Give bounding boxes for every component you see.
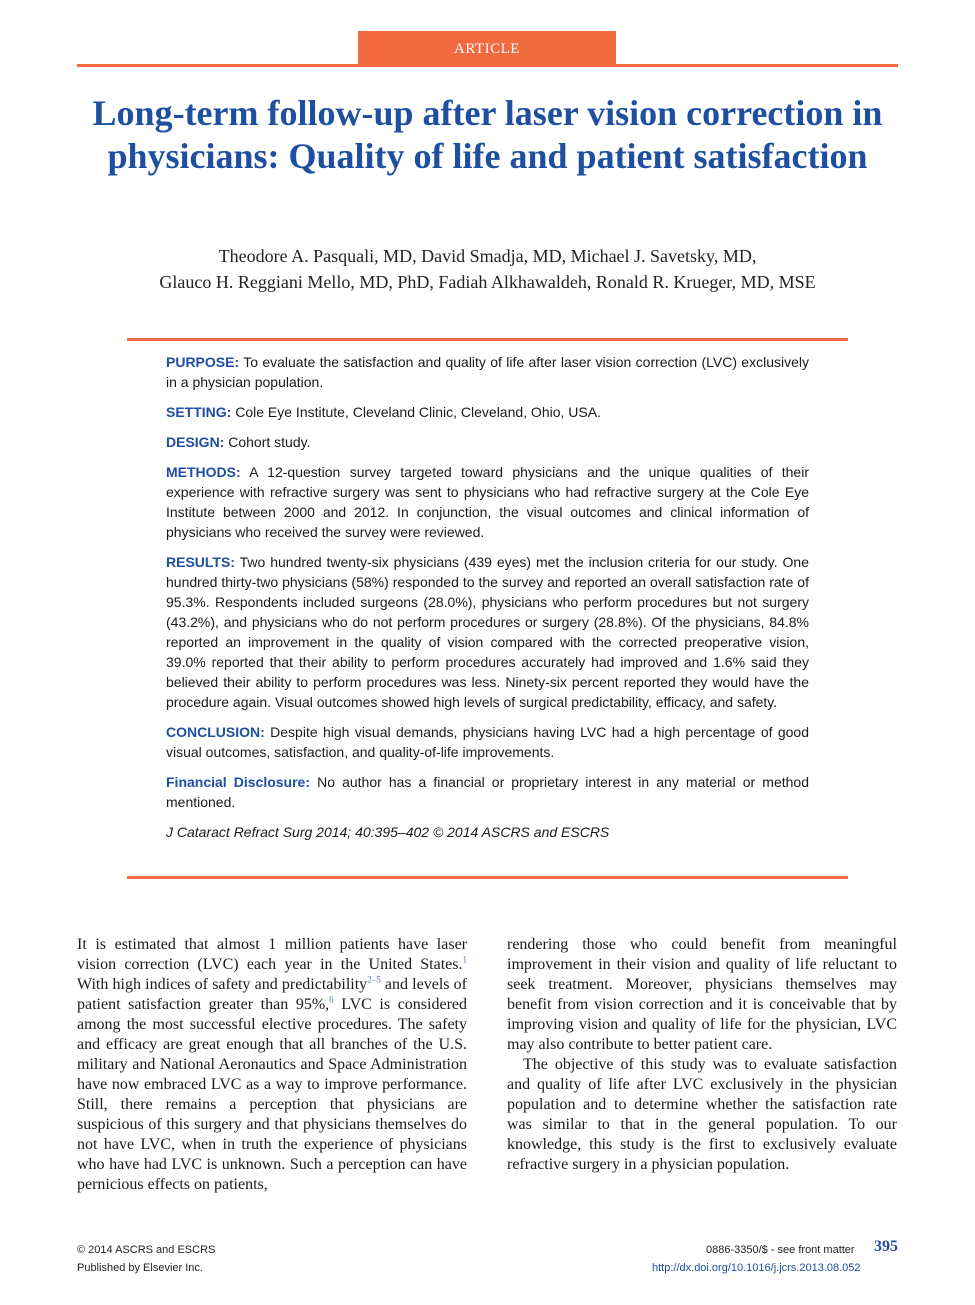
abstract-design — [166, 432, 809, 452]
abstract-label: Financial Disclosure: — [166, 774, 311, 790]
body-paragraph — [77, 935, 467, 1195]
footer-copyright: © 2014 ASCRS and ESCRS — [77, 1244, 216, 1256]
reference-link[interactable]: 1 — [462, 954, 467, 965]
abstract-methods — [166, 462, 809, 542]
abstract-bottom-rule — [127, 876, 848, 879]
authors-line-2: Glauco H. Reggiani Mello, MD, PhD, Fadiah Alkhawaldeh, Ronald R. Krueger, MD, MSE — [159, 272, 816, 292]
body-text: It is estimated that almost 1 million patients have laser vision correction (LVC) each year in the United States. — [77, 936, 467, 973]
abstract-label: SETTING: — [166, 404, 232, 420]
body-paragraph: The objective of this study was to evaluate satisfaction and quality of life after LVC exclusively in the physician population and to determine whether the satisfaction rate was similar to that in the general population. To our knowledge, this study is the first to exclusively evaluate refractive surgery in a physician population. — [507, 1056, 897, 1173]
abstract-results — [166, 552, 809, 712]
body-text: LVC is considered among the most successful elective procedures. The safety and efficacy are great enough that all branches of the U.S. military and National Aeronautics and Space Administration have now embraced LVC as a way to improve performance. Still, there remains a perception that physicians are suspicious of this surgery and that physicians themselves do not have LVC, when in truth the experience of physicians who have had LVC is unknown. Such a perception can have pernicious effects on patients, — [77, 996, 468, 1193]
abstract — [166, 352, 809, 842]
reference-link[interactable]: 6 — [329, 994, 334, 1005]
page-number: 395 — [874, 1238, 898, 1255]
body-paragraph: rendering those who could benefit from meaningful improvement in their vision and quality of life reluctant to seek treatment. Moreover, physicians themselves may benefit from vision correction and it is conceivable that by improving vision and quality of life for the physician, LVC may also contribute to better patient care. — [507, 936, 897, 1053]
abstract-text: Two hundred twenty-six physicians (439 eyes) met the inclusion criteria for our study. One hundred thirty-two physicians (58%) responded to the survey and reported an overall satisfaction rate of 95.3%. Respondents included surgeons (28.0%), physicians who perform procedures but not surgery (43.2%), and physicians who do not perform procedures or surgery (28.8%). Of the physicians, 84.8% reported an improvement in the quality of vision compared with the corrected preoperative vision, 39.0% reported that their ability to perform procedures accurately had improved and 1.6% said they believed their ability to perform procedures was less. Ninety-six percent reported they would have the procedure again. Visual outcomes showed high levels of surgical predictability, efficacy, and safety. — [166, 554, 810, 710]
abstract-purpose — [166, 352, 809, 392]
abstract-text: A 12-question survey targeted toward physicians and the unique qualities of their experience with refractive surgery was sent to physicians who had refractive surgery at the Cole Eye Institute between 2000 and 2012. In conjunction, the visual outcomes and clinical information of physicians who received the survey were reviewed. — [166, 464, 809, 540]
abstract-text: To evaluate the satisfaction and quality of life after laser vision correction (LVC) exclusively in a physician population. — [166, 354, 810, 390]
abstract-text: Cohort study. — [228, 434, 311, 450]
footer-publisher: Published by Elsevier Inc. — [77, 1262, 203, 1274]
authors-line-1: Theodore A. Pasquali, MD, David Smadja, MD, Michael J. Savetsky, MD, — [218, 246, 757, 266]
abstract-text: Cole Eye Institute, Cleveland Clinic, Cleveland, Ohio, USA. — [235, 404, 601, 420]
body-text: With high indices of safety and predictability — [77, 976, 368, 993]
reference-link[interactable]: 2–5 — [367, 974, 381, 985]
header-rule — [77, 64, 898, 67]
article-title: Long-term follow-up after laser vision correction in physicians: Quality of life and patient satisfaction — [92, 93, 883, 176]
footer-issn: 0886-3350/$ - see front matter — [706, 1244, 855, 1256]
author-list — [60, 243, 915, 295]
body-column-right — [507, 935, 897, 1175]
article-type-tag: ARTICLE — [358, 31, 616, 65]
abstract-label: DESIGN: — [166, 434, 225, 450]
abstract-text: No author has a financial or proprietary interest in any material or method mentioned. — [166, 774, 809, 810]
abstract-label: CONCLUSION: — [166, 724, 265, 740]
abstract-financial-disclosure — [166, 772, 809, 812]
abstract-top-rule — [127, 338, 848, 341]
body-column-left — [77, 935, 467, 1195]
doi-link[interactable]: http://dx.doi.org/10.1016/j.jcrs.2013.08.052 — [652, 1262, 861, 1274]
abstract-setting — [166, 402, 809, 422]
abstract-label: RESULTS: — [166, 554, 235, 570]
journal-citation: J Cataract Refract Surg 2014; 40:395–402 © 2014 ASCRS and ESCRS — [166, 824, 610, 840]
body-text: and levels of patient satisfaction greater than 95%, — [77, 976, 467, 1013]
abstract-text: Despite high visual demands, physicians having LVC had a high percentage of good visual outcomes, satisfaction, and quality-of-life improvements. — [166, 724, 810, 760]
abstract-label: METHODS: — [166, 464, 241, 480]
abstract-label: PURPOSE: — [166, 354, 240, 370]
abstract-conclusion — [166, 722, 809, 762]
